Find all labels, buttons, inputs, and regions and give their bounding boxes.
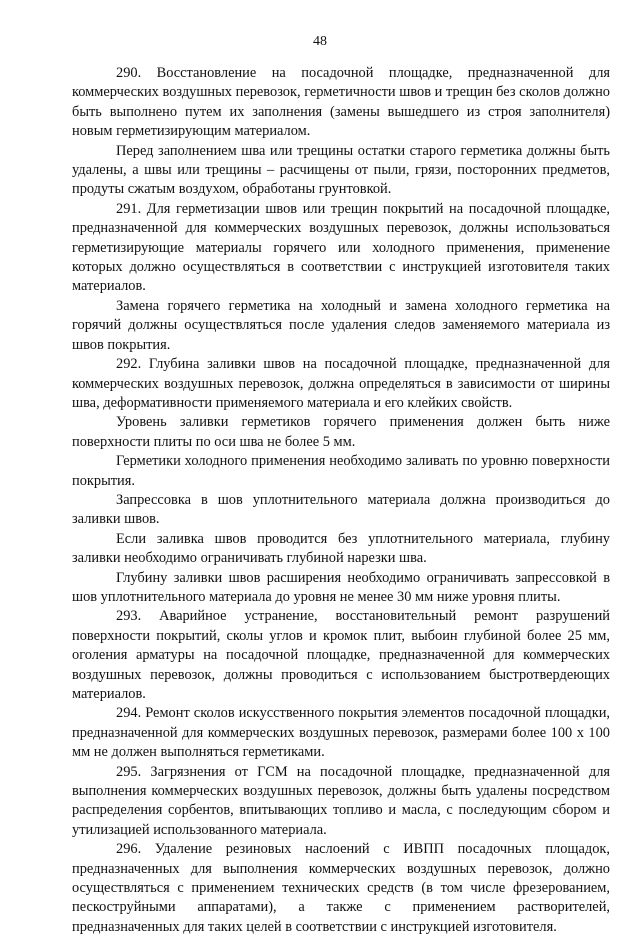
paragraph-292-cold-sealant-level: Герметики холодного применения необходимо заливать по уровню поверхности покрытия. (72, 453, 610, 489)
paragraph-291: 291. Для герметизации швов или трещин покрытий на посадочной площадке, предназначенной для коммерческих воздушных перевозок, должны использоваться герметизирующие материалы горячего или холодного применения, применение которых должно осуществляться в соответствии с инструкцией изготовителя таких материалов. (72, 200, 610, 295)
paragraph-290-sealant-removal: Перед заполнением шва или трещины остатки старого герметика должны быть удалены, а швы или трещины – расчищены от пыли, грязи, посторонних предметов, продуты сжатым воздухом, обработаны грунтовкой. (72, 142, 610, 198)
paragraph-291-sealant-replacement: Замена горячего герметика на холодный и замена холодного герметика на горячий должны осуществляться после удаления следов заменяемого материала из швов покрытия. (72, 297, 610, 353)
paragraph-296: 296. Удаление резиновых наслоений с ИВПП посадочных площадок, предназначенных для выполнения коммерческих воздушных перевозок, должно осуществляться с применением технических средств (в том числе фрезерованием, пескоструйными аппаратами), а также с применением растворителей, предназначенных для таких целей в соответствии с инструкцией изготовителя. (72, 841, 610, 935)
paragraph-292-expansion-joints: Глубину заливки швов расширения необходимо ограничивать запрессовкой в шов уплотнительного материала до уровня не менее 30 мм ниже уровня плиты. (72, 569, 610, 605)
paragraph-294: 294. Ремонт сколов искусственного покрытия элементов посадочной площадки, предназначенной для коммерческих воздушных перевозок, размерами более 100 x 100 мм не должен выполняться герметиками. (72, 705, 610, 761)
paragraph-290: 290. Восстановление на посадочной площадке, предназначенной для коммерческих воздушных перевозок, герметичности швов и трещин без сколов должно быть выполнено путем их заполнения (замены вышедшего из строя заполнителя) новым герметизирующим материалом. (72, 65, 610, 140)
paragraph-292: 292. Глубина заливки швов на посадочной площадке, предназначенной для коммерческих воздушных перевозок, должна определяться в зависимости от ширины шва, деформативности применяемого материала и его клейких свойств. (72, 356, 610, 411)
page-number: 48 (313, 34, 327, 49)
document-body (72, 64, 610, 937)
paragraph-292-no-seal-depth: Если заливка швов проводится без уплотнительного материала, глубину заливки необходимо ограничивать глубиной нарезки шва. (72, 530, 610, 567)
paragraph-293: 293. Аварийное устранение, восстановительный ремонт разрушений поверхности покрытий, сколы углов и кромок плит, выбоин глубиной более 25 мм, оголения арматуры на посадочной площадке, предназначенной для коммерческих воздушных перевозок, должны проводиться с использованием быстротвердеющих материалов. (72, 608, 610, 702)
paragraph-292-compression: Запрессовка в шов уплотнительного материала должна производиться до заливки швов. (72, 491, 610, 528)
paragraph-292-hot-sealant-level: Уровень заливки герметиков горячего применения должен быть ниже поверхности плиты по оси шва не более 5 мм. (72, 414, 610, 450)
paragraph-295: 295. Загрязнения от ГСМ на посадочной площадке, предназначенной для выполнения коммерческих воздушных перевозок, должны быть удалены посредством распределения сорбентов, впитывающих топливо и масла, с последующим сбором и утилизацией использованного материала. (72, 763, 610, 838)
